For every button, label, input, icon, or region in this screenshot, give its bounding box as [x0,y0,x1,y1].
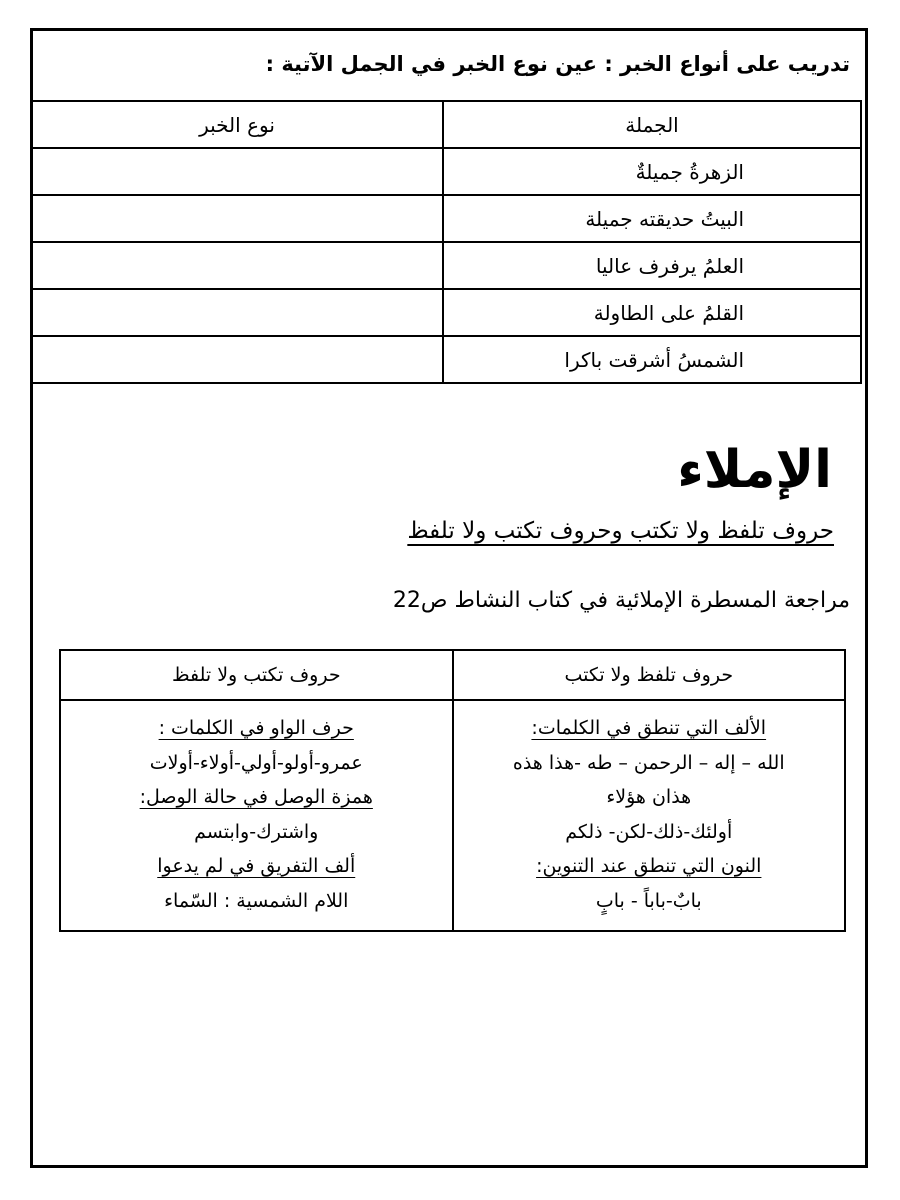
imlaa-letters-table [59,649,846,932]
table-row [31,242,861,289]
table-header-row [60,650,845,700]
table-row [31,289,861,336]
list-item: أولئك-ذلك-لكن- ذلكم [565,820,733,843]
table-row [31,195,861,242]
list-item: الله – إله – الرحمن – طه -هذا هذه [512,751,785,774]
exercise-title: تدريب على أنواع الخبر : عين نوع الخبر في الجمل الآتية : [265,52,850,76]
answer-cell [31,195,443,242]
table-header-row [31,101,861,148]
written-not-pronounced-cell [60,700,453,931]
header-khabar-type: نوع الخبر [31,101,443,148]
list-item: واشترك-وابتسم [194,820,319,843]
table-row [31,336,861,383]
answer-cell [31,148,443,195]
sentence-cell: الشمسُ أشرقت باكرا [443,336,861,383]
answer-cell [31,289,443,336]
sentence-cell: البيتُ حديقته جميلة [443,195,861,242]
imlaa-heading: الإملاء [677,440,832,500]
list-item: هذان هؤلاء [606,786,692,808]
answer-cell [31,336,443,383]
imlaa-subheading: حروف تلفظ ولا تكتب وحروف تكتب ولا تلفظ [407,518,834,544]
list-item: همزة الوصل في حالة الوصل: [139,786,373,808]
sentence-cell: الزهرةُ جميلةٌ [443,148,861,195]
pronounced-not-written-cell [453,700,846,931]
table-row [60,700,845,931]
header-written-not-pronounced: حروف تكتب ولا تلفظ [60,650,453,700]
list-item: النون التي تنطق عند التنوين: [536,855,762,877]
sentence-cell: القلمُ على الطاولة [443,289,861,336]
sentence-cell: العلمُ يرفرف عاليا [443,242,861,289]
review-instruction: مراجعة المسطرة الإملائية في كتاب النشاط ص22 [392,588,850,613]
list-item: اللام الشمسية : السّماء [164,889,349,912]
header-sentence: الجملة [443,101,861,148]
answer-cell [31,242,443,289]
list-item: عمرو-أولو-أولي-أولاء-أولات [149,751,363,774]
list-item: ألف التفريق في لم يدعوا [157,855,356,877]
table-row [31,148,861,195]
list-item: الألف التي تنطق في الكلمات: [531,717,767,739]
list-item: بابٌ-باباً - بابٍ [595,889,702,912]
khabar-exercise-table [30,100,862,384]
header-pronounced-not-written: حروف تلفظ ولا تكتب [453,650,846,700]
list-item: حرف الواو في الكلمات : [158,717,354,739]
